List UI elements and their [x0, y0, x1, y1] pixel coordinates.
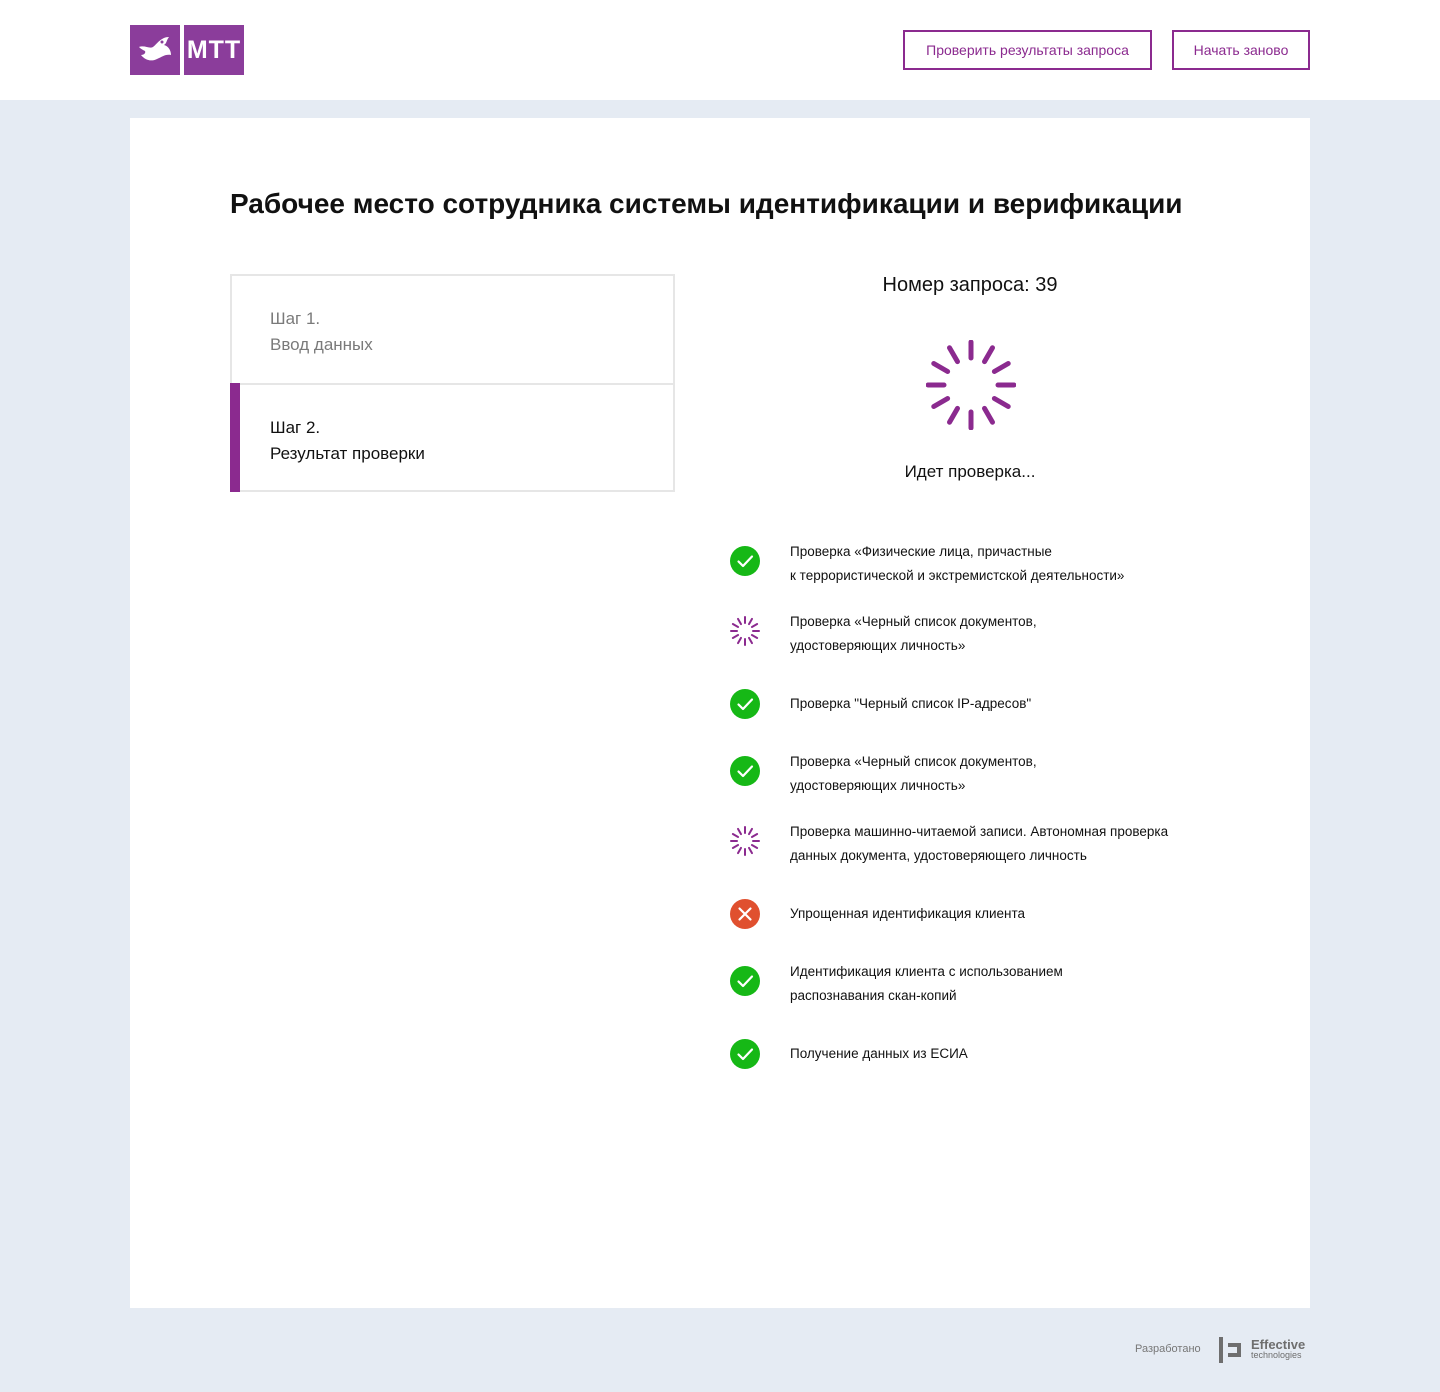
mtt-logo[interactable]	[130, 25, 244, 75]
page-title: Рабочее место сотрудника системы идентификации и верификации	[230, 188, 1183, 219]
check-line: удостоверяющих личность»	[790, 638, 966, 653]
check-line: распознавания скан-копий	[790, 988, 957, 1003]
developed-by-label: Разработано	[1135, 1343, 1201, 1355]
check-line: Идентификация клиента с использованием	[790, 964, 1063, 979]
et-logo-text	[1251, 1339, 1305, 1361]
step-number: Шаг 2.	[270, 418, 321, 437]
check-line: данных документа, удостоверяющего личность	[790, 848, 1087, 863]
success-check-icon	[728, 687, 762, 721]
check-text	[790, 902, 1250, 926]
check-text	[790, 960, 1250, 1008]
step-1[interactable]	[232, 276, 673, 383]
check-text	[790, 610, 1250, 658]
check-line: Проверка машинно-читаемой записи. Автономная проверка	[790, 824, 1169, 839]
status-text: Идет проверка...	[904, 462, 1036, 481]
header	[0, 0, 1440, 100]
restart-button[interactable]: Начать заново	[1172, 30, 1310, 70]
request-number: Номер запроса: 39	[882, 274, 1058, 296]
success-check-icon	[728, 964, 762, 998]
main-card	[130, 118, 1310, 1308]
check-text	[790, 820, 1250, 868]
loading-spinner-icon	[728, 614, 762, 648]
logo-text: МТТ	[184, 25, 244, 75]
check-line: удостоверяющих личность»	[790, 778, 966, 793]
check-line: Проверка «Черный список документов,	[790, 614, 1037, 629]
check-text	[790, 1042, 1250, 1066]
loading-spinner-icon	[728, 824, 762, 858]
check-line: к террористической и экстремистской деятельности»	[790, 568, 1125, 583]
check-line: Проверка «Физические лица, причастные	[790, 544, 1052, 559]
step-2[interactable]	[232, 383, 673, 490]
et-logo-icon	[1219, 1337, 1243, 1363]
bird-icon	[130, 25, 180, 75]
loading-spinner-icon	[926, 340, 1016, 430]
check-line: Проверка "Черный список IP-адресов"	[790, 696, 1032, 711]
check-text	[790, 540, 1250, 588]
step-label: Ввод данных	[270, 335, 373, 354]
effective-technologies-logo[interactable]	[1219, 1337, 1305, 1363]
check-results-button[interactable]: Проверить результаты запроса	[903, 30, 1152, 70]
success-check-icon	[728, 1037, 762, 1071]
error-x-icon	[728, 897, 762, 931]
et-line-2: technologies	[1251, 1350, 1302, 1360]
success-check-icon	[728, 754, 762, 788]
success-check-icon	[728, 544, 762, 578]
step-number: Шаг 1.	[270, 309, 321, 328]
check-text	[790, 692, 1250, 716]
steps-list	[230, 274, 675, 492]
check-line: Упрощенная идентификация клиента	[790, 906, 1026, 921]
check-line: Получение данных из ЕСИА	[790, 1046, 968, 1061]
step-label: Результат проверки	[270, 444, 425, 463]
et-line-1: Effective	[1251, 1337, 1306, 1352]
check-text	[790, 750, 1250, 798]
check-line: Проверка «Черный список документов,	[790, 754, 1037, 769]
